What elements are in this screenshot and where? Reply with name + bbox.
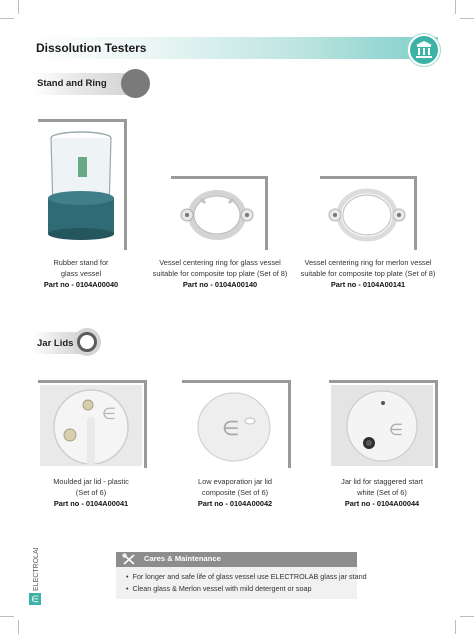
part-number: Part no - 0104A00041 xyxy=(53,499,129,508)
bullet: • xyxy=(126,584,133,593)
caption-line: Jar lid for staggered start xyxy=(341,477,423,486)
caption-line: suitable for composite top plate (Set of 8) xyxy=(152,269,288,278)
caption-line: glass vessel xyxy=(60,269,102,278)
brand-name: ELECTROLAB xyxy=(33,548,40,591)
ring-marker-icon xyxy=(77,332,97,352)
section-marker-jar-lids xyxy=(73,328,101,356)
building-icon xyxy=(408,34,440,66)
care-maintenance-box xyxy=(116,552,367,599)
caption-staggered-lid xyxy=(307,476,457,509)
crop-mark-bottom-right xyxy=(460,616,474,617)
crop-mark-bottom-left xyxy=(0,616,14,617)
care-item-text: For longer and safe life of glass vessel use ELECTROLAB glass jar stand xyxy=(132,572,367,581)
svg-text:∈: ∈ xyxy=(102,406,116,423)
section-title-stand-ring: Stand and Ring xyxy=(37,78,107,89)
crop-mark-bottom-left-v xyxy=(18,620,19,634)
svg-text:∈: ∈ xyxy=(31,594,39,604)
care-item xyxy=(126,572,367,581)
caption-rubber-stand xyxy=(6,257,156,290)
product-image-moulded-lid xyxy=(38,380,147,468)
caption-line: Moulded jar lid - plastic xyxy=(53,477,129,486)
caption-line: Vessel centering ring for merlon vessel xyxy=(304,258,432,267)
crop-mark-top-right xyxy=(460,18,474,19)
caption-line: white (Set of 6) xyxy=(357,488,407,497)
crop-mark-top-left xyxy=(0,18,14,19)
part-number: Part no - 0104A00141 xyxy=(330,280,406,289)
product-image-low-evaporation-lid xyxy=(182,380,291,468)
care-item xyxy=(126,584,312,593)
part-number: Part no - 0104A00044 xyxy=(344,499,420,508)
product-image-staggered-lid xyxy=(329,380,438,468)
crop-mark-top-left-v xyxy=(18,0,19,14)
section-title-jar-lids: Jar Lids xyxy=(37,338,74,349)
caption-line: (Set of 6) xyxy=(75,488,107,497)
crop-mark-top-right-v xyxy=(455,0,456,14)
section-marker-stand-ring xyxy=(121,69,150,98)
part-number: Part no - 0104A00140 xyxy=(182,280,258,289)
caption-line: suitable for composite top plate (Set of 8) xyxy=(300,269,436,278)
brand-logo xyxy=(28,548,42,606)
caption-line: Low evaporation jar lid xyxy=(198,477,272,486)
caption-merlon-ring xyxy=(293,257,443,290)
part-number: Part no - 0104A00040 xyxy=(43,280,119,289)
svg-text:∈: ∈ xyxy=(222,418,240,440)
crop-mark-bottom-right-v xyxy=(455,620,456,634)
svg-text:∈: ∈ xyxy=(389,422,403,439)
caption-line: composite (Set of 6) xyxy=(201,488,269,497)
care-item-text: Clean glass & Merlon vessel with mild detergent or soap xyxy=(132,584,312,593)
product-image-merlon-ring xyxy=(320,176,417,250)
care-title: Cares & Maintenance xyxy=(144,554,221,563)
product-image-glass-ring xyxy=(171,176,268,250)
tools-icon xyxy=(122,553,136,566)
product-image-rubber-stand xyxy=(38,119,127,250)
caption-low-evaporation-lid xyxy=(160,476,310,509)
bullet: • xyxy=(126,572,133,581)
page-title: Dissolution Testers xyxy=(36,41,147,55)
care-header xyxy=(116,552,357,567)
part-number: Part no - 0104A00042 xyxy=(197,499,273,508)
caption-line: Vessel centering ring for glass vessel xyxy=(159,258,281,267)
caption-line: Rubber stand for xyxy=(53,258,109,267)
caption-moulded-lid xyxy=(16,476,166,509)
caption-glass-ring xyxy=(145,257,295,290)
